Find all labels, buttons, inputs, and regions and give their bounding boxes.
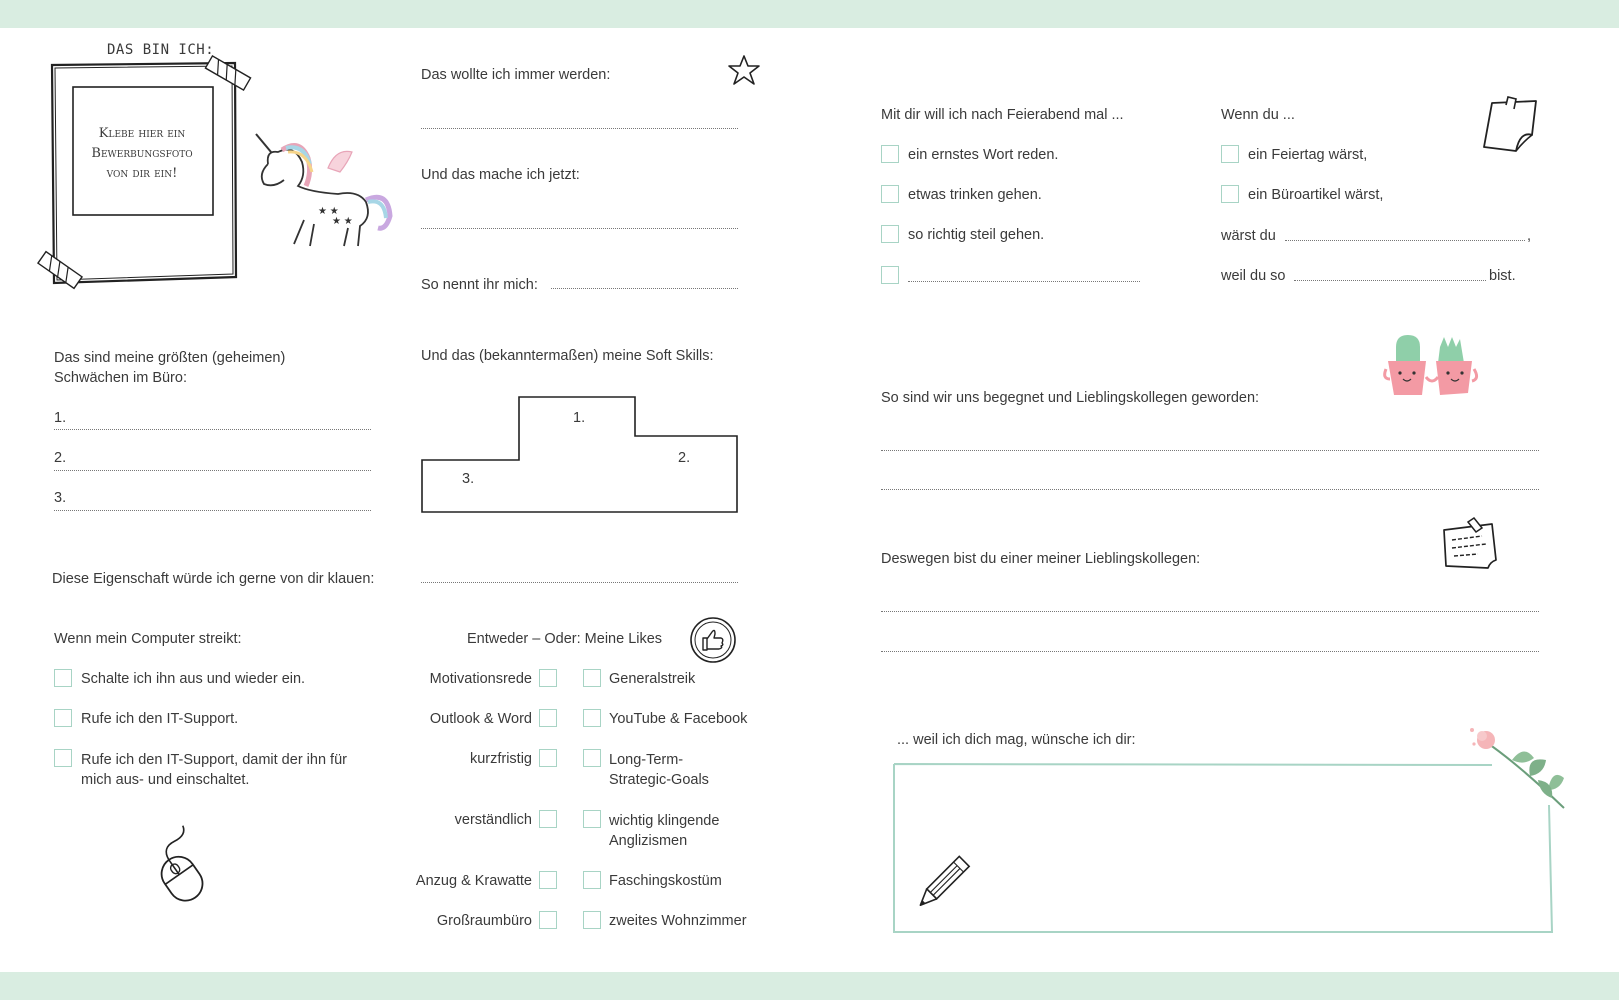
wish-box[interactable] bbox=[892, 762, 1556, 934]
podium-place-3: 3. bbox=[462, 471, 475, 487]
flower-icon bbox=[1468, 724, 1572, 810]
after-work-checkbox-3[interactable] bbox=[881, 225, 899, 243]
likes-left-2: Outlook & Word bbox=[429, 711, 532, 727]
weakness-num-1: 1. bbox=[54, 410, 67, 426]
photo-heading: DAS BIN ICH: bbox=[107, 42, 215, 58]
doing-now-line[interactable] bbox=[421, 228, 738, 229]
likes-left-checkbox-4[interactable] bbox=[539, 810, 557, 828]
cactus-pots-icon bbox=[1384, 333, 1480, 405]
if-you-option-2: ein Büroartikel wärst, bbox=[1248, 187, 1384, 203]
likes-right-4: wichtig klingende Anglizismen bbox=[609, 813, 720, 849]
computer-option-checkbox-3[interactable] bbox=[54, 749, 72, 767]
likes-right-5: Faschingskostüm bbox=[609, 873, 722, 889]
after-work-checkbox-2[interactable] bbox=[881, 185, 899, 203]
weakness-line-1[interactable] bbox=[54, 429, 371, 430]
after-work-option-1: ein ernstes Wort reden. bbox=[908, 147, 1059, 163]
weakness-line-2[interactable] bbox=[54, 470, 371, 471]
weakness-num-3: 3. bbox=[54, 490, 67, 506]
because-line[interactable] bbox=[1294, 280, 1486, 281]
nickname-line[interactable] bbox=[551, 288, 738, 289]
podium-place-1: 1. bbox=[573, 410, 586, 426]
how-we-met-line-1[interactable] bbox=[881, 450, 1539, 451]
how-we-met-line-2[interactable] bbox=[881, 489, 1539, 490]
svg-text:★ ★: ★ ★ bbox=[332, 216, 353, 227]
likes-left-checkbox-6[interactable] bbox=[539, 911, 557, 929]
computer-option-2: Rufe ich den IT-Support. bbox=[81, 711, 239, 727]
how-we-met-label: So sind wir uns begegnet und Lieblingskollegen geworden: bbox=[881, 390, 1260, 406]
likes-left-4: verständlich bbox=[454, 812, 532, 828]
likes-right-checkbox-2[interactable] bbox=[583, 709, 601, 727]
if-you-checkbox-1[interactable] bbox=[1221, 145, 1239, 163]
would-be-label: wärst du bbox=[1221, 228, 1276, 244]
likes-right-checkbox-1[interactable] bbox=[583, 669, 601, 687]
wanted-to-be-label: Das wollte ich immer werden: bbox=[421, 67, 611, 83]
pencil-icon bbox=[915, 855, 971, 913]
computer-option-3: Rufe ich den IT-Support, damit der ihn für mich aus- und einschaltet. bbox=[81, 752, 347, 788]
after-work-title: Mit dir will ich nach Feierabend mal ... bbox=[881, 107, 1124, 123]
wish-label: ... weil ich dich mag, wünsche ich dir: bbox=[897, 732, 1136, 748]
after-work-option-3: so richtig steil gehen. bbox=[908, 227, 1045, 243]
computer-option-1: Schalte ich ihn aus und wieder ein. bbox=[81, 671, 306, 687]
after-work-checkbox-1[interactable] bbox=[881, 145, 899, 163]
if-you-checkbox-2[interactable] bbox=[1221, 185, 1239, 203]
why-favorite-label: Deswegen bist du einer meiner Lieblingskollegen: bbox=[881, 551, 1201, 567]
after-work-option-2: etwas trinken gehen. bbox=[908, 187, 1042, 203]
weakness-line-3[interactable] bbox=[54, 510, 371, 511]
computer-title: Wenn mein Computer streikt: bbox=[54, 631, 242, 647]
likes-left-checkbox-1[interactable] bbox=[539, 669, 557, 687]
star-icon bbox=[728, 54, 760, 86]
likes-right-3: Long-Term-Strategic-Goals bbox=[609, 752, 709, 788]
likes-left-1: Motivationsrede bbox=[429, 671, 532, 687]
steal-trait-label: Diese Eigenschaft würde ich gerne von dir klauen: bbox=[52, 571, 375, 587]
computer-option-checkbox-2[interactable] bbox=[54, 709, 72, 727]
photo-placeholder-text: Klebe hier ein Bewerbungsfoto von dir ein! bbox=[91, 126, 193, 181]
unicorn-icon bbox=[248, 128, 398, 253]
notepad-icon bbox=[1438, 518, 1500, 572]
likes-left-checkbox-5[interactable] bbox=[539, 871, 557, 889]
wanted-to-be-line[interactable] bbox=[421, 128, 738, 129]
because-end: bist. bbox=[1489, 268, 1516, 284]
likes-right-checkbox-3[interactable] bbox=[583, 749, 601, 767]
svg-text:★ ★: ★ ★ bbox=[318, 206, 339, 217]
why-favorite-line-1[interactable] bbox=[881, 611, 1539, 612]
would-be-comma: , bbox=[1527, 228, 1532, 244]
bottom-band bbox=[0, 972, 1619, 1000]
likes-right-6: zweites Wohnzimmer bbox=[609, 913, 747, 929]
likes-right-checkbox-6[interactable] bbox=[583, 911, 601, 929]
computer-option-checkbox-1[interactable] bbox=[54, 669, 72, 687]
mouse-icon bbox=[150, 838, 225, 903]
top-band bbox=[0, 0, 1619, 28]
likes-right-1: Generalstreik bbox=[609, 671, 696, 687]
because-label: weil du so bbox=[1221, 268, 1286, 284]
after-work-custom-line[interactable] bbox=[908, 281, 1140, 282]
doing-now-label: Und das mache ich jetzt: bbox=[421, 167, 580, 183]
likes-right-checkbox-4[interactable] bbox=[583, 810, 601, 828]
likes-left-checkbox-2[interactable] bbox=[539, 709, 557, 727]
after-work-checkbox-4[interactable] bbox=[881, 266, 899, 284]
if-you-title: Wenn du ... bbox=[1221, 107, 1295, 123]
nickname-label: So nennt ihr mich: bbox=[421, 277, 538, 293]
steal-trait-line[interactable] bbox=[421, 582, 738, 583]
likes-left-checkbox-3[interactable] bbox=[539, 749, 557, 767]
likes-right-checkbox-5[interactable] bbox=[583, 871, 601, 889]
thumbs-up-icon bbox=[689, 616, 737, 664]
why-favorite-line-2[interactable] bbox=[881, 651, 1539, 652]
sticky-note-icon bbox=[1480, 95, 1542, 155]
podium-place-2: 2. bbox=[678, 450, 691, 466]
likes-title: Entweder – Oder: Meine Likes bbox=[467, 631, 663, 647]
soft-skills-title: Und das (bekanntermaßen) meine Soft Skills: bbox=[421, 348, 714, 364]
likes-left-3: kurzfristig bbox=[469, 751, 532, 767]
likes-left-5: Anzug & Krawatte bbox=[415, 873, 532, 889]
likes-right-2: YouTube & Facebook bbox=[609, 711, 748, 727]
would-be-line[interactable] bbox=[1285, 240, 1525, 241]
if-you-option-1: ein Feiertag wärst, bbox=[1248, 147, 1368, 163]
likes-left-6: Großraumbüro bbox=[436, 913, 532, 929]
weakness-num-2: 2. bbox=[54, 450, 67, 466]
weaknesses-title: Das sind meine größten (geheimen) Schwächen im Büro: bbox=[54, 350, 286, 386]
